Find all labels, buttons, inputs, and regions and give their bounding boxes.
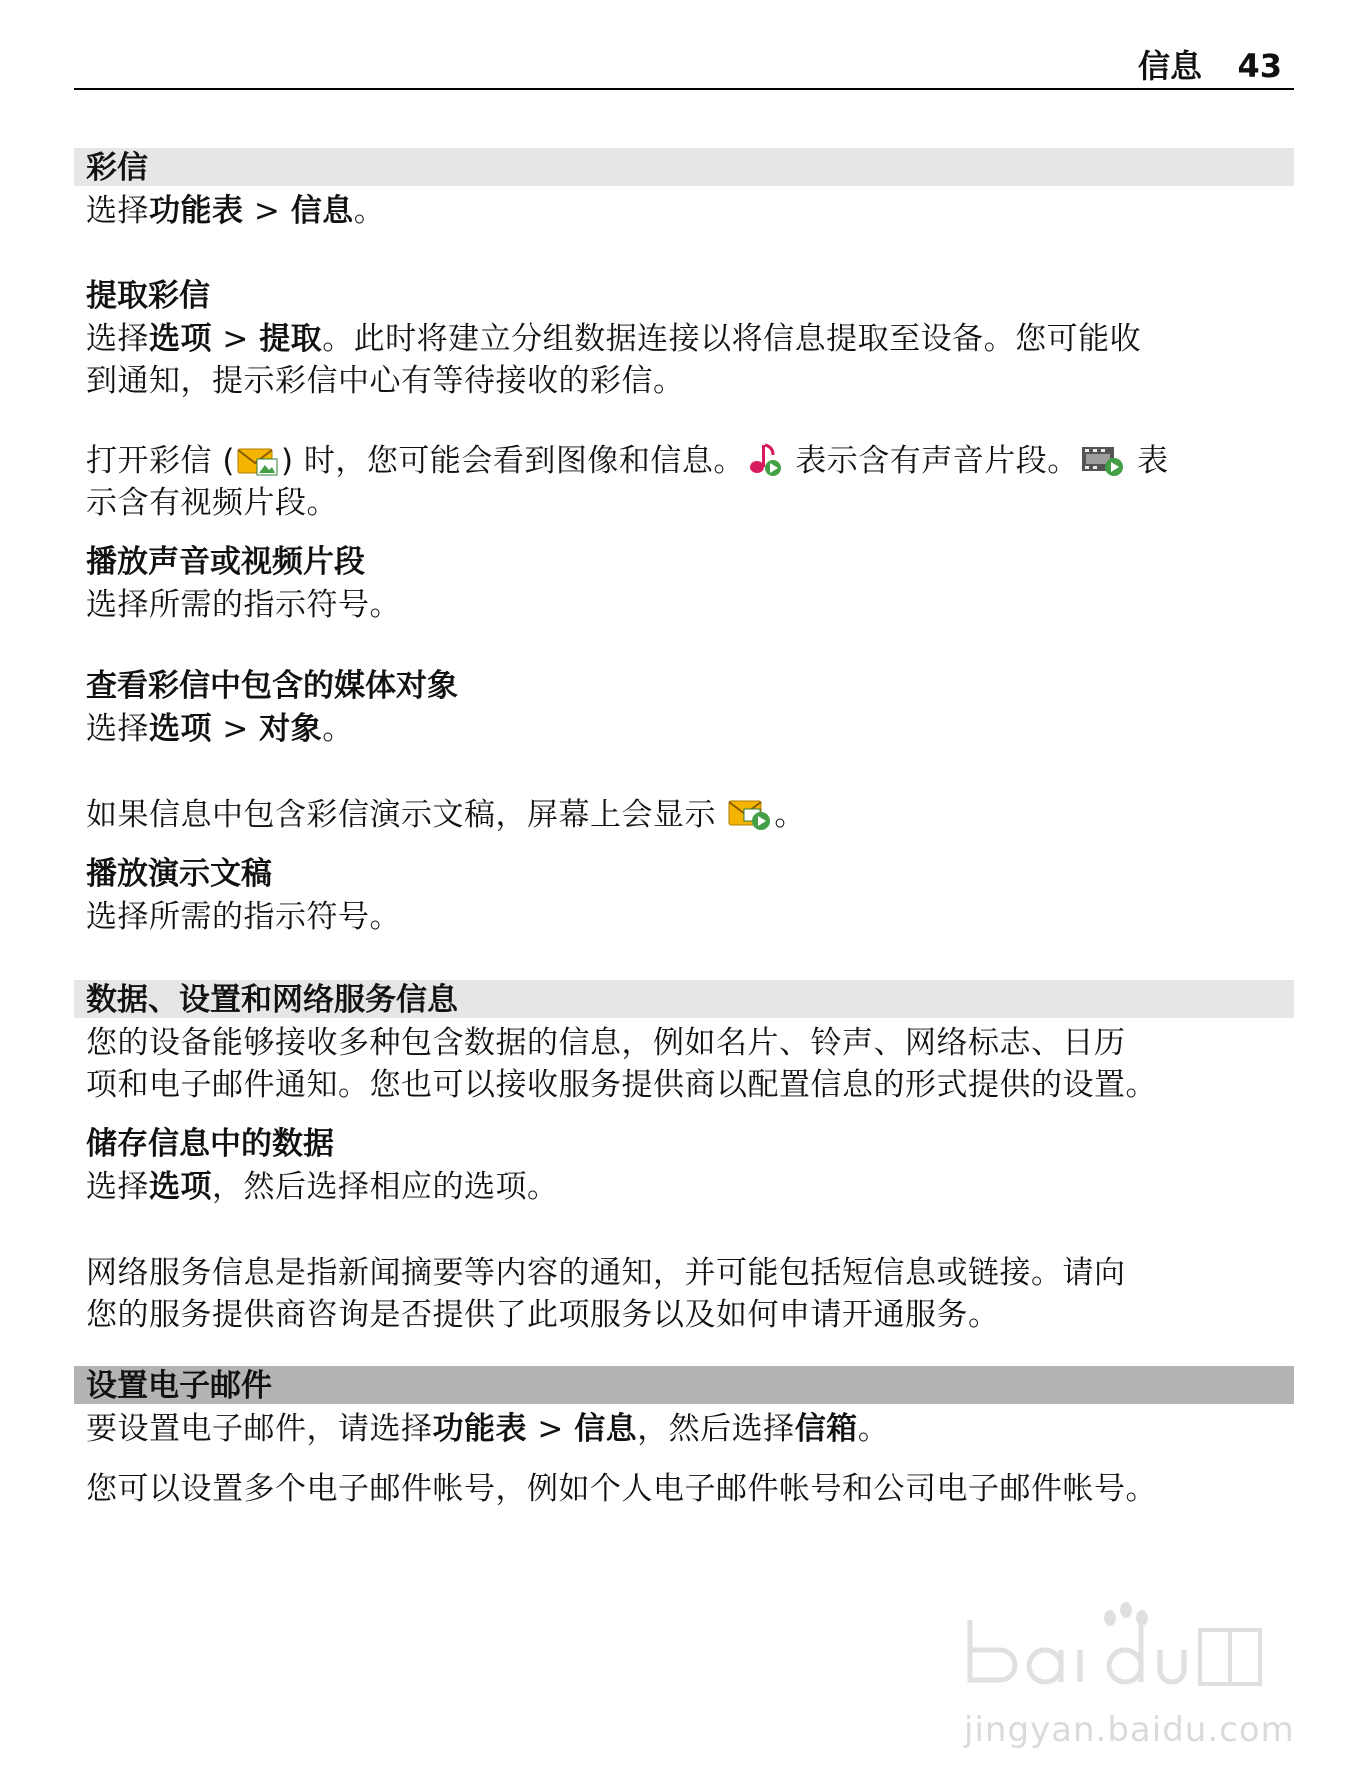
- section-heading-email-setup: 设置电子邮件: [74, 1366, 1294, 1404]
- presentation-note: 如果信息中包含彩信演示文稿，屏幕上会显示 。: [86, 797, 806, 833]
- mms-message-icon: [237, 445, 279, 477]
- email-accounts-note: 您可以设置多个电子邮件帐号，例如个人电子邮件帐号和公司电子邮件帐号。: [86, 1471, 1157, 1507]
- video-clip-icon: [1081, 443, 1125, 477]
- subheading-view-objects: 查看彩信中包含的媒体对象: [86, 668, 458, 704]
- data-messages-line-2: 项和电子邮件通知。您也可以接收服务提供商以配置信息的形式提供的设置。: [86, 1067, 1157, 1103]
- baidu-logo-icon: [950, 1600, 1280, 1710]
- play-clip-body: 选择所需的指示符号。: [86, 587, 401, 623]
- header-title: 信息: [1137, 47, 1202, 85]
- page-content: [74, 148, 1294, 1510]
- subheading-play-presentation: 播放演示文稿: [86, 856, 272, 892]
- page-number: 43: [1237, 47, 1282, 85]
- section-heading-data-messages: 数据、设置和网络服务信息: [74, 980, 1294, 1018]
- open-mms-line-2: 示含有视频片段。: [86, 485, 338, 521]
- menu-term: 功能表: [149, 193, 244, 229]
- open-mms-paragraph: [74, 440, 1294, 524]
- data-messages-paragraph: [74, 1022, 1294, 1106]
- running-header: [74, 46, 1294, 90]
- data-messages-line-1: 您的设备能够接收多种包含数据的信息，例如名片、铃声、网络标志、日历: [86, 1025, 1126, 1061]
- subheading-retrieve-mms: 提取彩信: [86, 278, 210, 314]
- subheading-play-clip: 播放声音或视频片段: [86, 544, 365, 580]
- watermark-url: jingyan.baidu.com: [964, 1710, 1295, 1750]
- save-data-body: 选择选项，然后选择相应的选项。: [86, 1169, 559, 1205]
- subheading-save-data: 储存信息中的数据: [86, 1126, 334, 1162]
- service-messages-line-1: 网络服务信息是指新闻摘要等内容的通知，并可能包括短信息或链接。请向: [86, 1255, 1126, 1291]
- section-heading-mms: 彩信: [74, 148, 1294, 186]
- menu-term: 信息: [290, 193, 354, 229]
- play-presentation-body: 选择所需的指示符号。: [86, 899, 401, 935]
- service-messages-paragraph: [74, 1252, 1294, 1336]
- mms-presentation-icon: [728, 797, 772, 831]
- email-setup-instruction: 要设置电子邮件，请选择功能表 > 信息，然后选择信箱。: [86, 1411, 890, 1447]
- retrieve-line-1: 选择选项 > 提取。此时将建立分组数据连接以将信息提取至设备。您可能收: [86, 321, 1142, 357]
- open-mms-line-1: 打开彩信 ( ) 时，您可能会看到图像和信息。 表示含有声音片段。 表: [86, 443, 1169, 479]
- view-objects-instruction: 选择选项 > 对象。: [86, 711, 354, 747]
- mms-nav-instruction: 选择功能表 > 信息。: [86, 193, 386, 229]
- audio-clip-icon: [747, 441, 783, 477]
- retrieve-paragraph: [74, 318, 1294, 402]
- baidu-jingyan-watermark: [950, 1600, 1295, 1790]
- service-messages-line-2: 您的服务提供商咨询是否提供了此项服务以及如何申请开通服务。: [86, 1297, 1000, 1333]
- retrieve-line-2: 到通知，提示彩信中心有等待接收的彩信。: [86, 363, 685, 399]
